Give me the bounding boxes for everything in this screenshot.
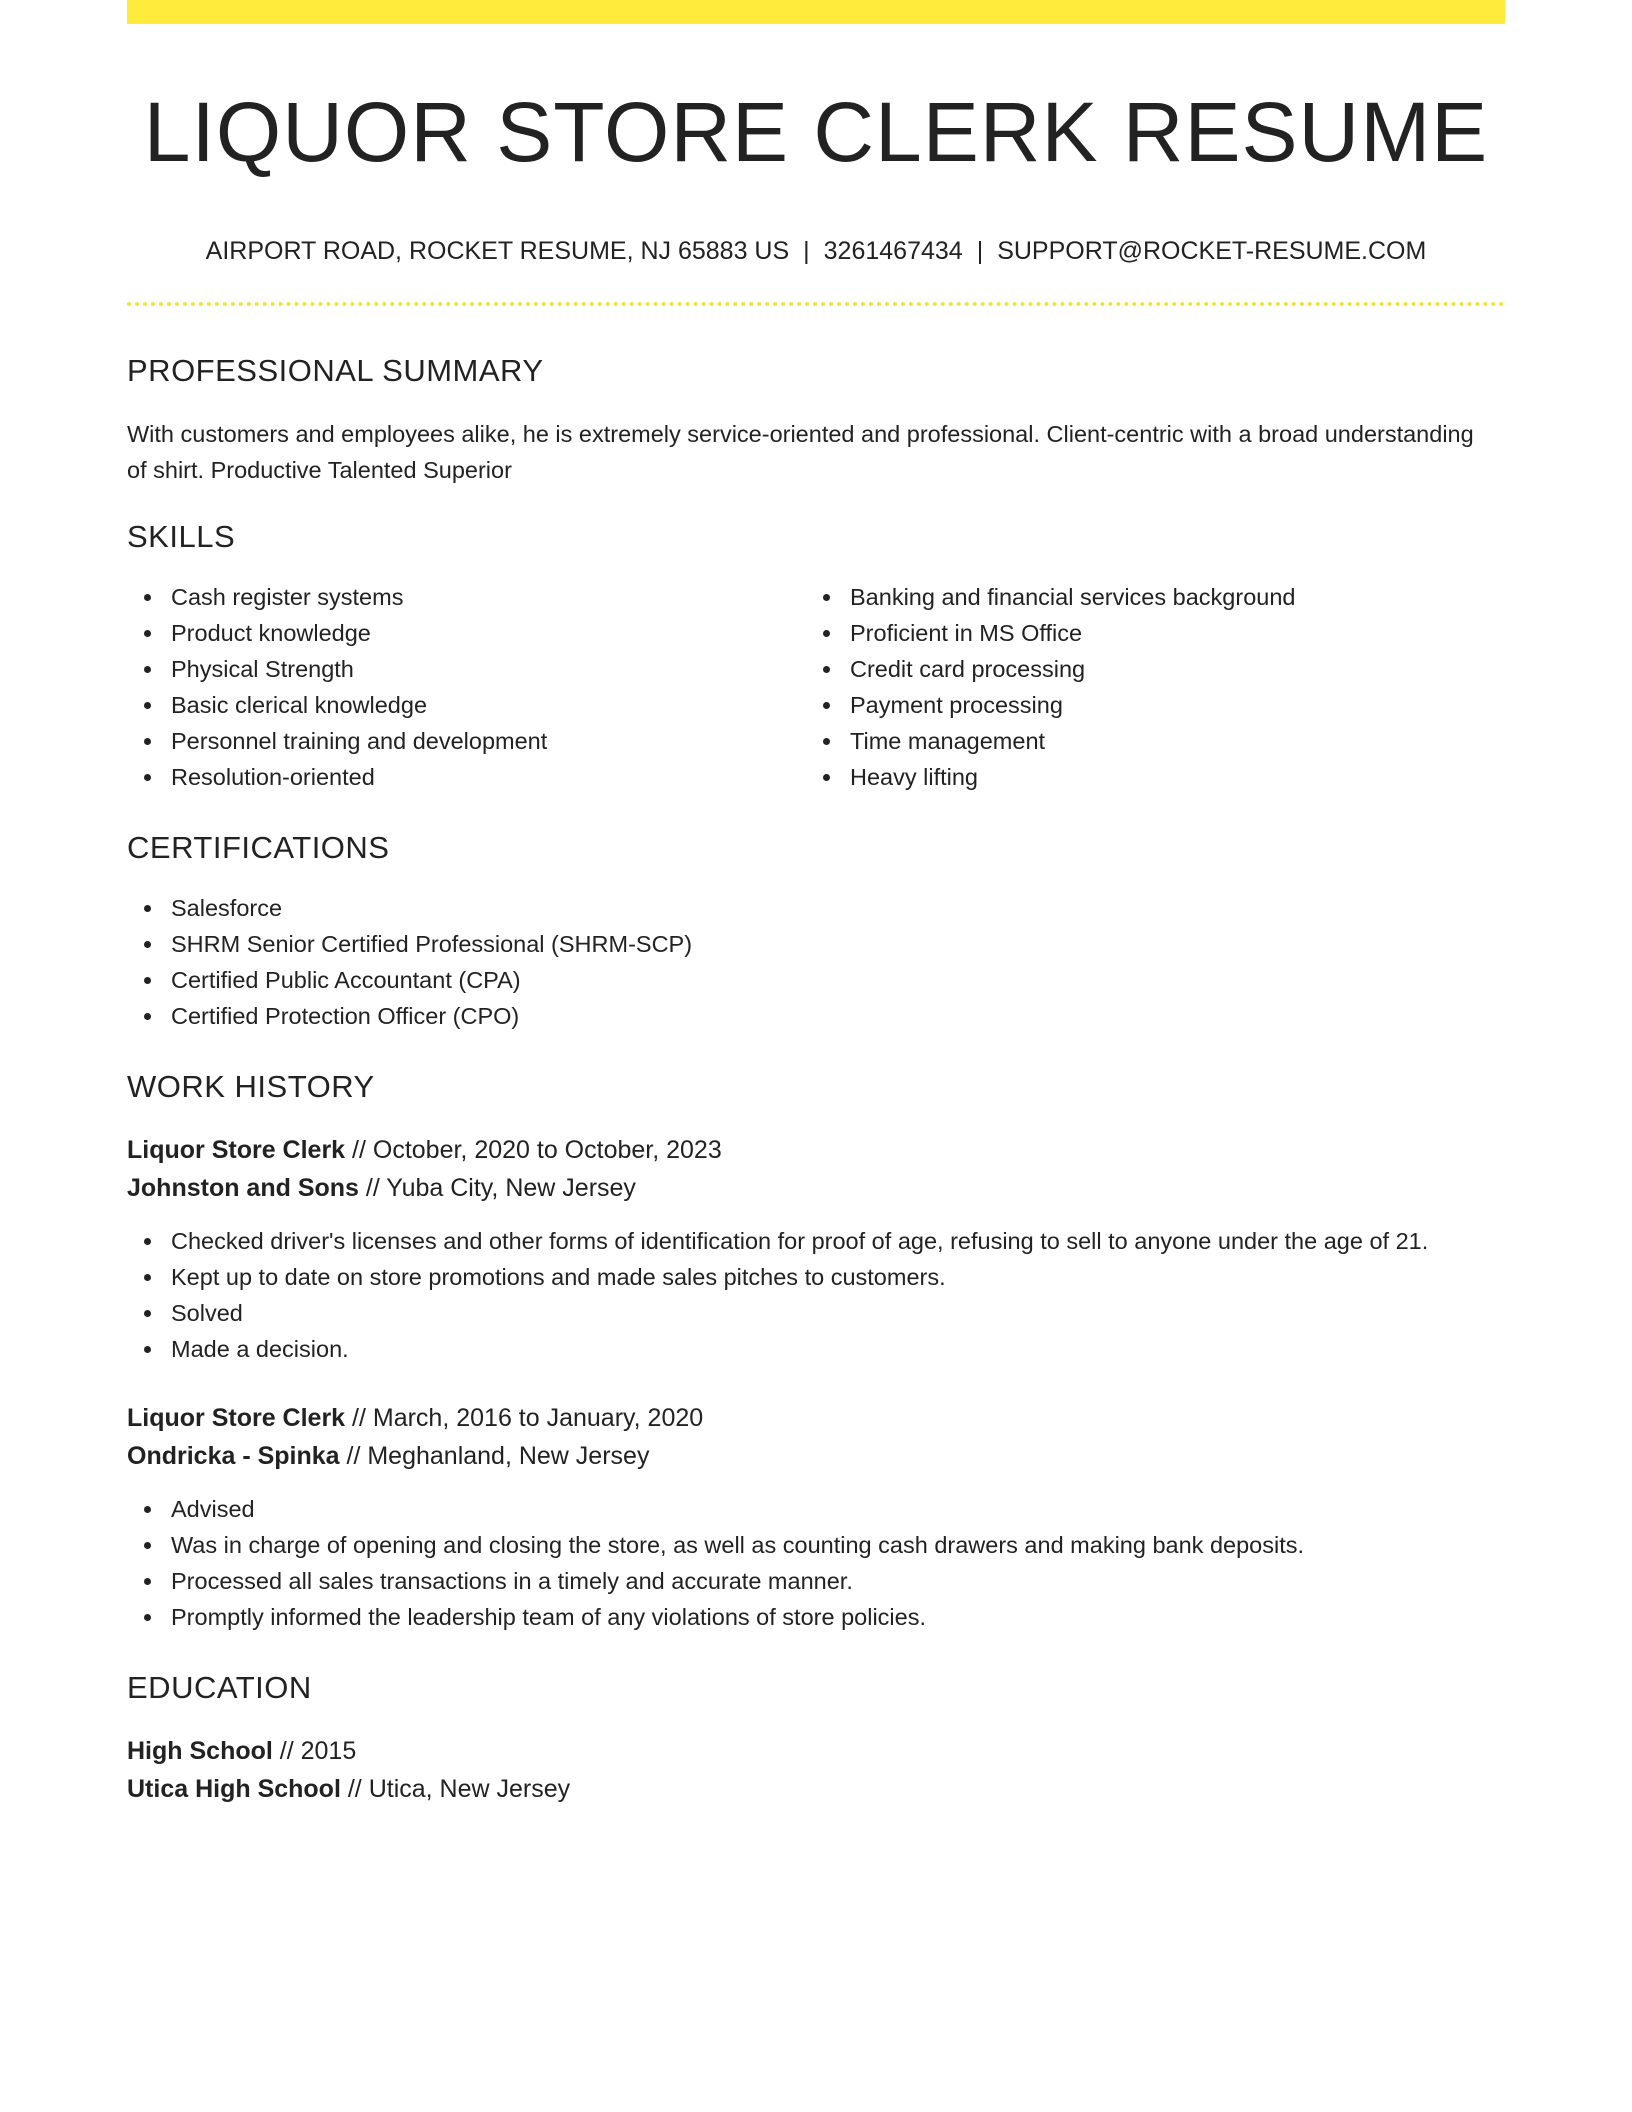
list-item: Banking and financial services background [850,579,1485,615]
list-item: Salesforce [171,890,1505,926]
list-item: Personnel training and development [171,723,806,759]
skills-heading: SKILLS [127,518,236,554]
skills-columns [127,555,1505,795]
list-item: Promptly informed the leadership team of any violations of store policies. [171,1599,1505,1635]
education-school-line [127,1770,1505,1808]
email[interactable]: SUPPORT@ROCKET-RESUME.COM [997,237,1427,266]
skills-list-right [806,579,1485,795]
list-item: Physical Strength [171,651,806,687]
education-degree-line [127,1732,1505,1770]
skills-left-column [127,555,806,795]
certifications-heading: CERTIFICATIONS [127,829,390,865]
job-title: Liquor Store Clerk [127,1136,346,1165]
job-dates: // March, 2016 to January, 2020 [345,1404,704,1433]
list-item: Time management [850,723,1485,759]
list-item: Proficient in MS Office [850,615,1485,651]
job-company: Johnston and Sons [127,1174,359,1203]
list-item: Certified Protection Officer (CPO) [171,998,1505,1034]
list-item: Was in charge of opening and closing the store, as well as counting cash drawers and making bank deposits. [171,1527,1505,1563]
list-item: Resolution-oriented [171,759,806,795]
list-item: Made a decision. [171,1331,1505,1367]
list-item: Heavy lifting [850,759,1485,795]
list-item: Cash register systems [171,579,806,615]
top-accent-bar [127,0,1505,24]
list-item: SHRM Senior Certified Professional (SHRM-SCP) [171,926,1505,962]
list-item: Kept up to date on store promotions and made sales pitches to customers. [171,1259,1505,1295]
list-item: Checked driver's licenses and other forms of identification for proof of age, refusing to sell to anyone under the age of 21. [171,1223,1505,1259]
job-title-line [127,1399,1505,1437]
job-company-line [127,1437,1505,1475]
resume-title: LIQUOR STORE CLERK RESUME [143,85,1489,179]
resume-page [127,0,1505,1808]
contact-separator: | [803,237,810,266]
education-degree: High School [127,1737,273,1766]
job-bullets [127,1223,1505,1367]
list-item: Credit card processing [850,651,1485,687]
address: AIRPORT ROAD, ROCKET RESUME, NJ 65883 US [205,237,790,266]
job-title: Liquor Store Clerk [127,1404,346,1433]
contact-line [127,236,1505,266]
contact-separator: | [976,237,984,266]
phone: 3261467434 [823,237,963,266]
job-company-line [127,1169,1505,1207]
list-item: Payment processing [850,687,1485,723]
summary-text: With customers and employees alike, he is extremely service-oriented and professional. Client-centric with a broad understanding of shirt. Productive Talented Superior [127,420,1474,483]
job-entry [127,1399,1505,1635]
job-location: // Yuba City, New Jersey [358,1174,636,1203]
list-item: Solved [171,1295,1505,1331]
list-item: Basic clerical knowledge [171,687,806,723]
list-item: Product knowledge [171,615,806,651]
dotted-divider [127,302,1505,306]
list-item: Processed all sales transactions in a timely and accurate manner. [171,1563,1505,1599]
job-company: Ondricka - Spinka [127,1442,340,1471]
education-location: // Utica, New Jersey [340,1775,571,1804]
work-history-heading: WORK HISTORY [127,1068,375,1104]
education-heading: EDUCATION [127,1670,312,1706]
skills-right-column [806,555,1485,795]
job-location: // Meghanland, New Jersey [339,1442,650,1471]
certifications-list [127,890,1505,1034]
education-school: Utica High School [127,1775,341,1804]
list-item: Advised [171,1491,1505,1527]
summary-heading: PROFESSIONAL SUMMARY [127,353,544,389]
skills-list-left [127,579,806,795]
job-entry [127,1131,1505,1367]
job-dates: // October, 2020 to October, 2023 [345,1136,722,1165]
job-title-line [127,1131,1505,1169]
job-bullets [127,1491,1505,1635]
list-item: Certified Public Accountant (CPA) [171,962,1505,998]
education-year: // 2015 [272,1737,357,1766]
